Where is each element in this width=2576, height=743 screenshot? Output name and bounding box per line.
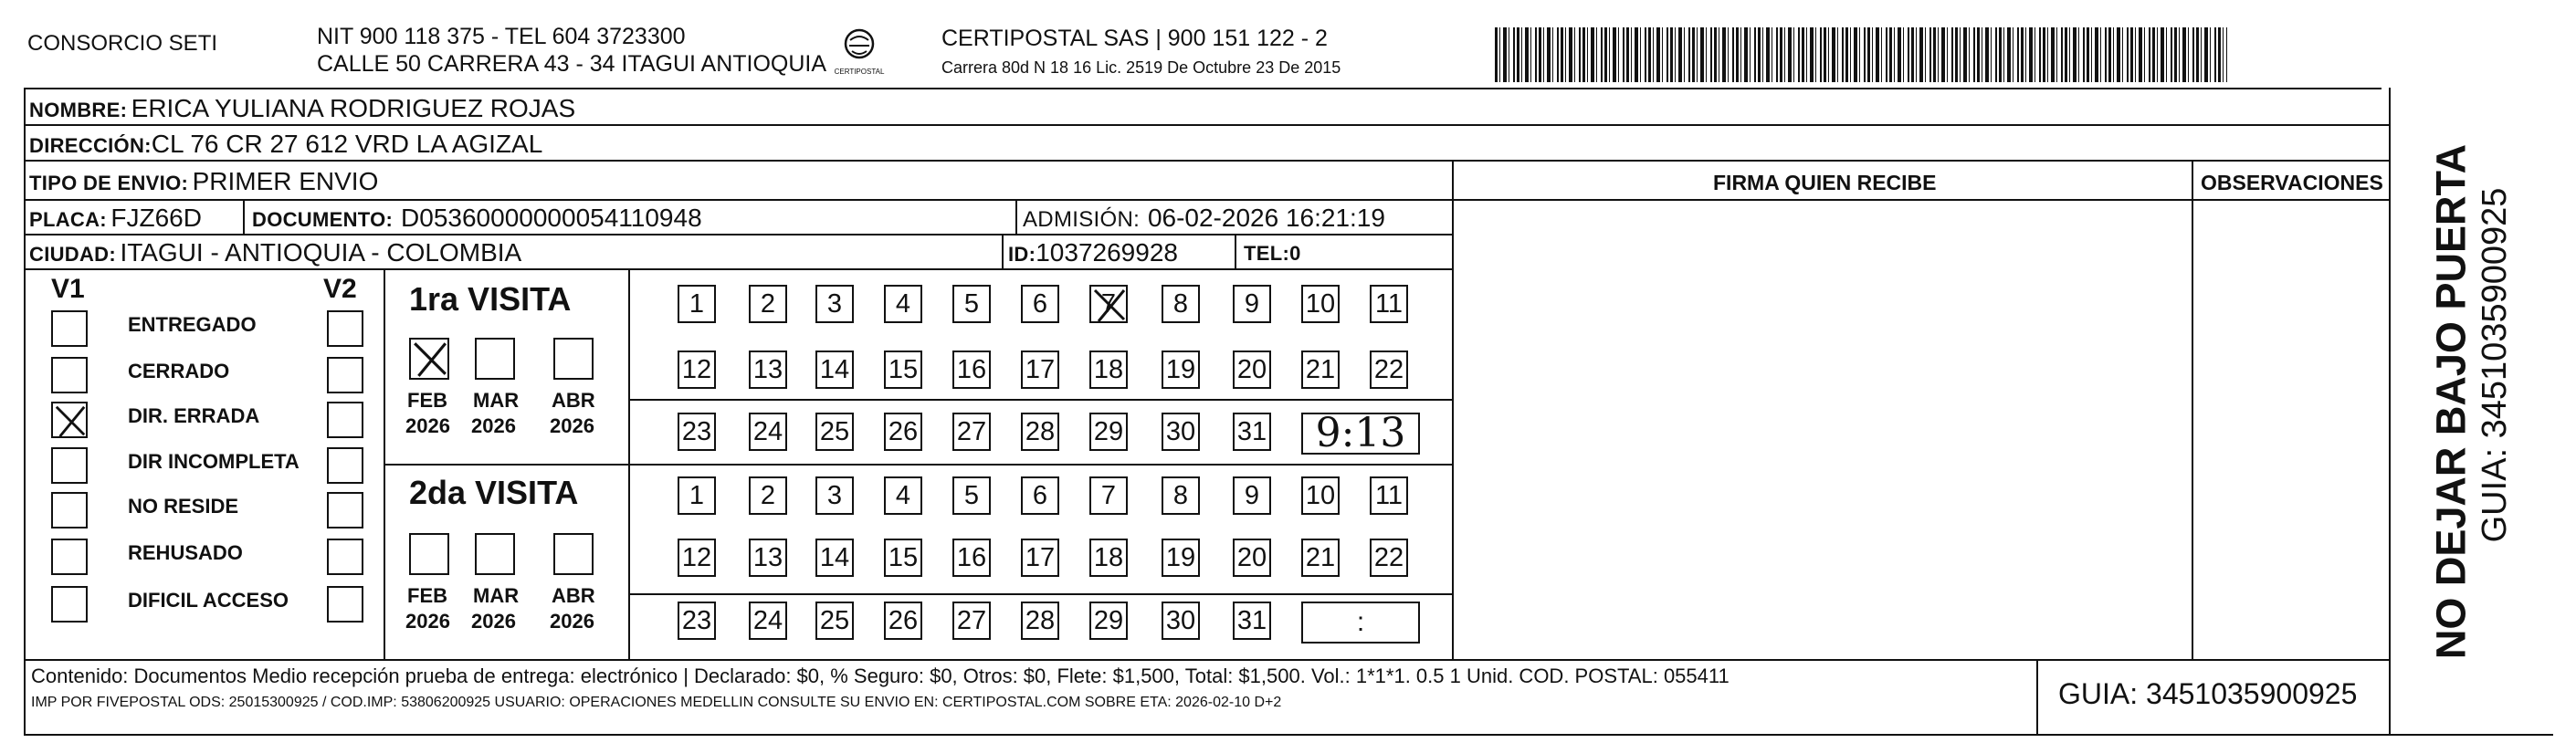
company-name: CONSORCIO SETI	[27, 31, 218, 56]
row-line	[24, 199, 2389, 201]
no-dejar-warning: NO DEJAR BAJO PUERTA	[2427, 143, 2475, 660]
check-mark-icon	[411, 340, 449, 378]
status-label: CERRADO	[128, 360, 230, 382]
col-line	[243, 199, 245, 234]
month-checkbox[interactable]	[475, 338, 515, 380]
day-box[interactable]: 4	[884, 285, 922, 323]
status-v2-checkbox[interactable]	[327, 447, 363, 484]
day-box[interactable]: 19	[1162, 351, 1200, 389]
barcode	[1495, 27, 2227, 82]
day-box[interactable]: 8	[1162, 285, 1200, 323]
day-box[interactable]: 2	[749, 476, 787, 515]
col-line	[1235, 234, 1236, 268]
status-v1-checkbox[interactable]	[51, 357, 88, 393]
admision-label: ADMISIÓN:	[1023, 207, 1141, 232]
day-box[interactable]: 11	[1370, 285, 1408, 323]
year-label: 2026	[471, 610, 516, 633]
day-box[interactable]: 29	[1089, 413, 1128, 451]
tipo-value: PRIMER ENVIO	[192, 167, 379, 195]
status-v2-checkbox[interactable]	[327, 402, 363, 438]
col-line	[1015, 199, 1017, 234]
day-box[interactable]: 4	[884, 476, 922, 515]
day-box[interactable]: 18	[1089, 539, 1128, 577]
day-box[interactable]: 17	[1021, 539, 1059, 577]
row-line	[628, 593, 1452, 595]
status-label: ENTREGADO	[128, 313, 257, 336]
tipo-field	[29, 169, 378, 194]
month-label: MAR	[473, 389, 520, 412]
col-line	[1002, 234, 1004, 268]
id-field	[1008, 240, 1178, 266]
day-box[interactable]: 16	[952, 539, 991, 577]
frame-bottom	[24, 734, 2553, 736]
month-checkbox[interactable]	[553, 338, 594, 380]
time-value: :	[1356, 607, 1365, 637]
placa-value: FJZ66D	[110, 204, 202, 232]
status-v2-checkbox[interactable]	[327, 492, 363, 528]
address-line: CALLE 50 CARRERA 43 - 34 ITAGUI ANTIOQUIA	[317, 51, 827, 77]
month-checkbox[interactable]	[409, 338, 449, 380]
tel-label: TEL:	[1244, 242, 1290, 265]
day-box[interactable]: 20	[1233, 539, 1271, 577]
status-v1-checkbox[interactable]	[51, 402, 88, 438]
carrier-line: CERTIPOSTAL SAS | 900 151 122 - 2	[941, 26, 1328, 51]
month-label: MAR	[473, 584, 520, 607]
day-box[interactable]: 25	[815, 413, 854, 451]
year-label: 2026	[405, 414, 450, 437]
month-checkbox[interactable]	[475, 533, 515, 575]
tipo-label: TIPO DE ENVIO:	[29, 172, 189, 194]
col-line	[2192, 160, 2193, 659]
day-box[interactable]: 27	[952, 602, 991, 640]
day-box[interactable]: 5	[952, 285, 991, 323]
direccion-field	[29, 131, 542, 157]
ciudad-field	[29, 240, 521, 266]
year-label: 2026	[550, 414, 594, 437]
license-line: Carrera 80d N 18 16 Lic. 2519 De Octubre 23 De 2015	[941, 58, 1341, 77]
logo-text: CERTIPOSTAL	[834, 68, 885, 76]
footer-divider	[2036, 659, 2038, 734]
status-v1-checkbox[interactable]	[51, 310, 88, 347]
check-mark-icon	[53, 403, 88, 438]
day-box[interactable]: 20	[1233, 351, 1271, 389]
day-box[interactable]: 19	[1162, 539, 1200, 577]
month-checkbox[interactable]	[553, 533, 594, 575]
status-v1-checkbox[interactable]	[51, 492, 88, 528]
day-box[interactable]: 27	[952, 413, 991, 451]
row-line	[24, 234, 1452, 235]
nombre-label: NOMBRE:	[29, 99, 128, 121]
row-line	[24, 124, 2389, 126]
first-visit-title: 1ra VISITA	[409, 280, 572, 318]
direccion-value: CL 76 CR 27 612 VRD LA AGIZAL	[151, 130, 543, 158]
day-box[interactable]: 10	[1301, 476, 1340, 515]
month-checkbox[interactable]	[409, 533, 449, 575]
direccion-label: DIRECCIÓN:	[29, 134, 152, 157]
month-label: FEB	[407, 584, 447, 607]
day-box[interactable]: 24	[749, 413, 787, 451]
v1-label: V1	[51, 274, 85, 304]
day-box[interactable]: 28	[1021, 413, 1059, 451]
status-label: NO RESIDE	[128, 495, 239, 518]
admision-field	[1023, 205, 1385, 231]
day-box[interactable]: 1	[678, 285, 716, 323]
day-box[interactable]: 15	[884, 539, 922, 577]
firma-header: FIRMA QUIEN RECIBE	[1713, 171, 1937, 194]
status-label: DIFICIL ACCESO	[128, 589, 289, 612]
day-box[interactable]: 9	[1233, 476, 1271, 515]
day-box[interactable]: 12	[678, 539, 716, 577]
day-box[interactable]: 26	[884, 602, 922, 640]
col-line	[1452, 160, 1454, 659]
status-label: DIR. ERRADA	[128, 404, 260, 427]
day-box[interactable]: 13	[749, 351, 787, 389]
day-box[interactable]: 14	[815, 351, 854, 389]
side-guia: GUIA: 3451035900925	[2476, 187, 2514, 543]
day-box[interactable]: 16	[952, 351, 991, 389]
day-box[interactable]: 6	[1021, 285, 1059, 323]
row-line	[628, 399, 1452, 401]
status-label: REHUSADO	[128, 541, 243, 564]
id-value: 1037269928	[1036, 238, 1178, 267]
day-box[interactable]: 29	[1089, 602, 1128, 640]
day-box[interactable]: 12	[678, 351, 716, 389]
day-box[interactable]: 31	[1233, 413, 1271, 451]
day-box[interactable]: 3	[815, 476, 854, 515]
placa-label: PLACA:	[29, 208, 107, 231]
status-v1-checkbox[interactable]	[51, 586, 88, 623]
v2-label: V2	[323, 274, 357, 304]
day-box[interactable]: 26	[884, 413, 922, 451]
day-box[interactable]	[1089, 285, 1128, 323]
day-box[interactable]: 22	[1370, 539, 1408, 577]
day-box[interactable]: 28	[1021, 602, 1059, 640]
month-label: ABR	[552, 389, 595, 412]
status-v2-checkbox[interactable]	[327, 586, 363, 623]
documento-value: D05360000000054110948	[401, 204, 702, 232]
admision-value: 06-02-2026 16:21:19	[1147, 204, 1385, 232]
day-box[interactable]: 11	[1370, 476, 1408, 515]
day-box[interactable]: 18	[1089, 351, 1128, 389]
day-box[interactable]: 14	[815, 539, 854, 577]
status-v1-checkbox[interactable]	[51, 539, 88, 575]
day-box[interactable]: 31	[1233, 602, 1271, 640]
time-box[interactable]	[1301, 602, 1420, 644]
day-number: 7	[1100, 288, 1117, 319]
time-value: 9:13	[1315, 410, 1406, 456]
day-box[interactable]: 13	[749, 539, 787, 577]
day-box[interactable]: 30	[1162, 413, 1200, 451]
ciudad-value: ITAGUI - ANTIOQUIA - COLOMBIA	[120, 238, 522, 267]
day-box[interactable]: 3	[815, 285, 854, 323]
documento-field	[252, 205, 702, 231]
day-box[interactable]: 15	[884, 351, 922, 389]
day-box[interactable]: 1	[678, 476, 716, 515]
nit-line: NIT 900 118 375 - TEL 604 3723300	[317, 24, 686, 49]
day-box[interactable]: 10	[1301, 285, 1340, 323]
day-box[interactable]: 23	[678, 602, 716, 640]
day-box[interactable]: 6	[1021, 476, 1059, 515]
day-box[interactable]: 17	[1021, 351, 1059, 389]
row-line	[24, 160, 2389, 162]
month-label: ABR	[552, 584, 595, 607]
year-label: 2026	[405, 610, 450, 633]
status-v2-checkbox[interactable]	[327, 310, 363, 347]
observaciones-header: OBSERVACIONES	[2201, 171, 2383, 194]
imp-text: IMP POR FIVEPOSTAL ODS: 25015300925 / COD.IMP: 53806200925 USUARIO: OPERACIONES MEDELLIN CONSULTE SU ENVIO EN: CERTIPOSTAL.COM SOBRE ETA: 2026-02-10 D+2	[31, 695, 1282, 710]
row-line	[24, 268, 1452, 270]
day-box[interactable]: 24	[749, 602, 787, 640]
day-box[interactable]: 5	[952, 476, 991, 515]
day-box[interactable]: 25	[815, 602, 854, 640]
visit-separator	[384, 464, 1452, 466]
frame-right	[2389, 88, 2391, 736]
day-box[interactable]: 21	[1301, 539, 1340, 577]
footer-guia: GUIA: 3451035900925	[2058, 677, 2358, 710]
day-box[interactable]: 22	[1370, 351, 1408, 389]
day-box[interactable]: 2	[749, 285, 787, 323]
tel-value: 0	[1289, 242, 1301, 265]
certipostal-logo-icon	[827, 27, 891, 64]
second-visit-title: 2da VISITA	[409, 474, 579, 511]
status-v2-checkbox[interactable]	[327, 357, 363, 393]
day-box[interactable]: 21	[1301, 351, 1340, 389]
documento-label: DOCUMENTO:	[252, 208, 394, 231]
time-box[interactable]	[1301, 410, 1420, 456]
frame-left	[24, 88, 26, 736]
day-box[interactable]: 23	[678, 413, 716, 451]
id-label: ID:	[1008, 243, 1036, 266]
day-box[interactable]: 30	[1162, 602, 1200, 640]
year-label: 2026	[471, 414, 516, 437]
day-box[interactable]: 8	[1162, 476, 1200, 515]
frame-top	[24, 88, 2381, 89]
certipostal-logo	[827, 27, 891, 80]
month-label: FEB	[407, 389, 447, 412]
status-v2-checkbox[interactable]	[327, 539, 363, 575]
nombre-value: ERICA YULIANA RODRIGUEZ ROJAS	[131, 94, 576, 122]
footer-line	[24, 659, 2389, 661]
contenido-text: Contenido: Documentos Medio recepción prueba de entrega: electrónico | Declarado: $0, % Seguro: $0, Otros: $0, Flete: $1,500, Total: $1,500. Vol.: 1*1*1. 0.5 1 Unid. COD. POSTAL: 055411	[31, 665, 1730, 687]
status-v1-checkbox[interactable]	[51, 447, 88, 484]
status-label: DIR INCOMPLETA	[128, 450, 300, 473]
day-box[interactable]: 9	[1233, 285, 1271, 323]
nombre-field	[29, 96, 575, 121]
day-box[interactable]: 7	[1089, 476, 1128, 515]
year-label: 2026	[550, 610, 594, 633]
ciudad-label: CIUDAD:	[29, 243, 116, 266]
tel-field	[1244, 244, 1301, 264]
placa-field	[29, 205, 202, 231]
